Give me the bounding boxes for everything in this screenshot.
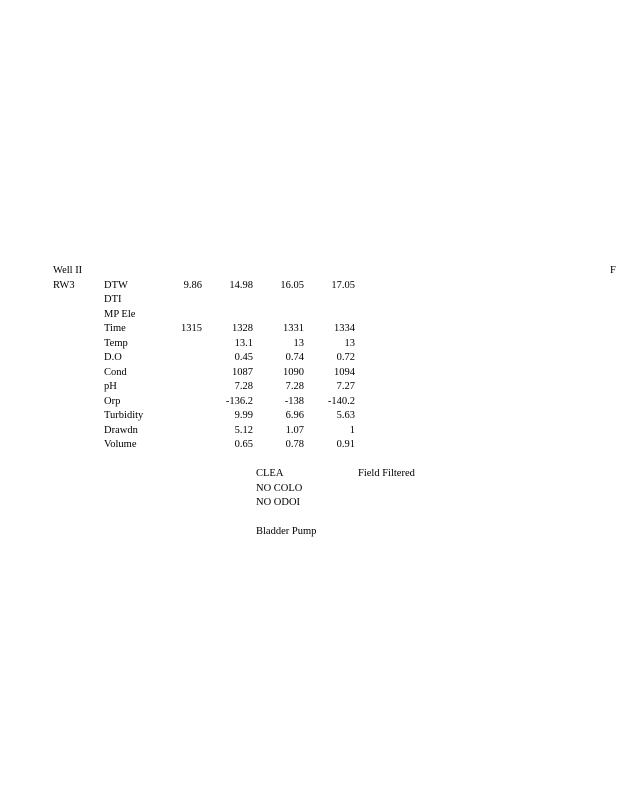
- reading-2-dtw: 14.98: [229, 281, 253, 291]
- row-label-mp-elevation: MP Ele: [104, 310, 136, 320]
- row-label-ph: pH: [104, 382, 117, 392]
- reading-4-orp: -140.2: [327, 397, 355, 407]
- reading-1-time: 1315: [181, 324, 202, 334]
- reading-3-cond: 1090: [283, 368, 304, 378]
- reading-3-temp: 13: [293, 339, 304, 349]
- note-color: NO COLO: [256, 484, 303, 494]
- reading-4-cond: 1094: [334, 368, 355, 378]
- reading-2-orp: -136.2: [225, 397, 253, 407]
- note-clarity: CLEA: [256, 469, 284, 479]
- reading-3-do: 0.74: [285, 353, 304, 363]
- well-id-label: Well II: [53, 266, 83, 276]
- reading-3-dtw: 16.05: [280, 281, 304, 291]
- row-label-cond: Cond: [104, 368, 127, 378]
- reading-4-do: 0.72: [336, 353, 355, 363]
- reading-2-turbidity: 9.99: [234, 411, 253, 421]
- note-pump-type: Bladder Pump: [256, 527, 317, 537]
- reading-3-drawdown: 1.07: [285, 426, 304, 436]
- row-label-volume: Volume: [104, 440, 137, 450]
- row-label-turbidity: Turbidity: [104, 411, 144, 421]
- reading-3-orp: -138: [284, 397, 304, 407]
- reading-3-time: 1331: [283, 324, 304, 334]
- row-label-temp: Temp: [104, 339, 128, 349]
- reading-1-dtw: 9.86: [183, 281, 202, 291]
- reading-2-drawdown: 5.12: [234, 426, 253, 436]
- note-odor: NO ODOI: [256, 498, 301, 508]
- reading-2-cond: 1087: [232, 368, 253, 378]
- row-label-orp: Orp: [104, 397, 121, 407]
- reading-2-temp: 13.1: [234, 339, 253, 349]
- reading-4-turbidity: 5.63: [336, 411, 355, 421]
- reading-4-ph: 7.27: [336, 382, 355, 392]
- row-label-do: D.O: [104, 353, 122, 363]
- reading-3-ph: 7.28: [285, 382, 304, 392]
- well-id-value: RW3: [53, 281, 75, 291]
- reading-3-turbidity: 6.96: [285, 411, 304, 421]
- reading-4-drawdown: 1: [349, 426, 355, 436]
- row-label-dtw: DTW: [104, 281, 128, 291]
- reading-2-time: 1328: [232, 324, 253, 334]
- row-label-drawdown: Drawdn: [104, 426, 138, 436]
- reading-3-volume: 0.78: [285, 440, 304, 450]
- reading-4-time: 1334: [334, 324, 355, 334]
- reading-2-ph: 7.28: [234, 382, 253, 392]
- reading-4-temp: 13: [344, 339, 355, 349]
- reading-4-dtw: 17.05: [331, 281, 355, 291]
- row-label-dtb: DTI: [104, 295, 122, 305]
- reading-2-volume: 0.65: [234, 440, 253, 450]
- note-field-filtered: Field Filtered: [358, 469, 415, 479]
- right-edge-text: F: [610, 266, 616, 276]
- row-label-time: Time: [104, 324, 126, 334]
- reading-2-do: 0.45: [234, 353, 253, 363]
- reading-4-volume: 0.91: [336, 440, 355, 450]
